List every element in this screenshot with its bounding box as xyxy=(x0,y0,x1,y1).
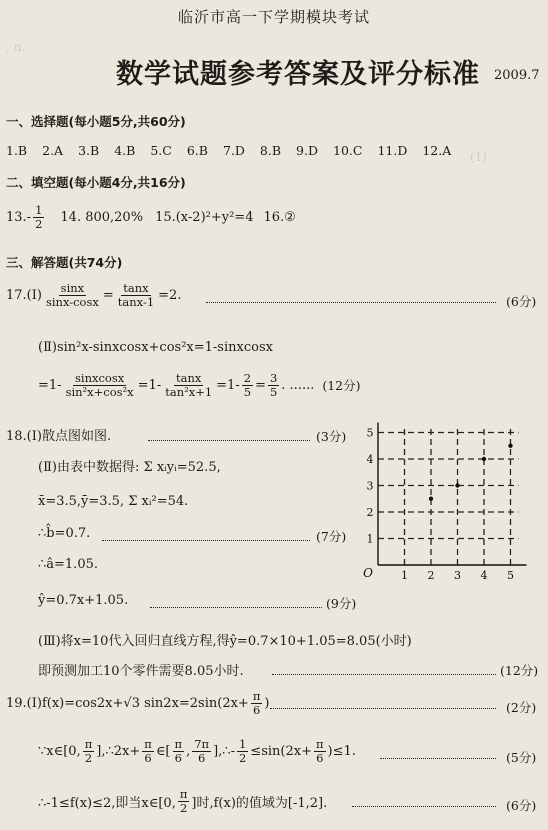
q18-score-2: (7分) xyxy=(316,529,347,544)
derivation-text: = xyxy=(255,377,266,393)
q19-score-2: (5分) xyxy=(506,750,537,765)
q19-formula: 19.(Ⅰ)f(x)=cos2x+√3 sin2x=2sin(2x+ xyxy=(6,695,249,711)
fraction-numerator: sinx xyxy=(60,281,85,295)
fraction-numerator: tanx xyxy=(176,371,202,385)
q19-text: ],∴2x+ xyxy=(96,743,141,759)
fill-answers-row xyxy=(6,204,296,230)
fraction-denominator: sin²x+cos²x xyxy=(65,384,134,399)
q17-score-1: (6分) xyxy=(506,294,537,309)
exam-date: 2009.7 xyxy=(494,68,540,83)
fraction xyxy=(163,372,214,398)
data-point xyxy=(455,483,459,487)
x-tick-label: 1 xyxy=(401,569,408,582)
fraction-denominator: sinx-cosx xyxy=(45,294,99,309)
choice-answers-row xyxy=(6,143,451,158)
q18-part2-line1 xyxy=(38,456,221,475)
fraction-numerator: π xyxy=(174,737,183,751)
choice-answer-10: 10.C xyxy=(333,143,363,158)
q18-regression-line: ŷ=0.7x+1.05. xyxy=(38,593,129,608)
q18-sum-xy: Σ xᵢyᵢ=52.5, xyxy=(143,460,221,475)
q18-means: x̄=3.5,ȳ=3.5, xyxy=(38,494,125,509)
q18-score-4: (12分) xyxy=(500,663,539,678)
data-point xyxy=(482,457,486,461)
fraction-denominator: 2 xyxy=(238,750,247,765)
fraction-numerator: π xyxy=(315,737,324,751)
q14-answer: 14. 800,20% xyxy=(60,209,144,225)
q19-text: ∴-1≤f(x)≤2,即当x∈[0, xyxy=(38,795,176,811)
fraction xyxy=(83,738,95,764)
scatter-plot xyxy=(356,400,536,585)
q17-fraction-2 xyxy=(116,282,156,308)
dot-leader xyxy=(150,607,322,608)
choice-answer-12: 12.A xyxy=(422,143,452,158)
y-tick-label: 5 xyxy=(366,426,374,440)
fraction-numerator: 7π xyxy=(194,737,210,751)
y-tick-label: 1 xyxy=(366,532,374,546)
choice-answer-4: 4.B xyxy=(114,143,136,158)
fraction-numerator: 2 xyxy=(243,371,252,385)
x-tick-label: 4 xyxy=(480,569,488,582)
fraction-denominator: 6 xyxy=(174,750,182,765)
fraction xyxy=(192,738,211,764)
dot-leader xyxy=(352,806,496,807)
section-solution-heading: 三、解答题(共74分) xyxy=(6,255,123,270)
choice-answer-3: 3.B xyxy=(78,143,100,158)
fraction xyxy=(178,788,190,814)
q17-score-2: (12分) xyxy=(322,378,361,394)
q13-fraction xyxy=(33,204,44,230)
q17-label: 17.(Ⅰ) xyxy=(6,287,42,303)
q15-answer: 15.(x-2)²+y²=4 xyxy=(155,209,254,225)
fraction xyxy=(268,372,279,398)
section-fill-heading: 二、填空题(每小题4分,共16分) xyxy=(6,175,186,190)
q18-score-3: (9分) xyxy=(326,596,357,611)
fraction xyxy=(242,372,253,398)
q19-text: ∈[ xyxy=(155,743,171,759)
fraction-denominator: 5 xyxy=(269,384,278,399)
q17-part2: (Ⅱ)sin²x-sinxcosx+cos²x=1-sinxcosx xyxy=(38,340,273,355)
choice-answer-5: 5.C xyxy=(150,143,172,158)
choice-answer-2: 2.A xyxy=(42,143,64,158)
fraction-numerator: 3 xyxy=(269,371,278,385)
fraction-denominator: tanx-1 xyxy=(117,294,155,309)
q19-text: ∵x∈[0, xyxy=(38,743,81,759)
fraction-numerator: π xyxy=(84,737,93,751)
y-tick-label: 4 xyxy=(366,453,374,466)
q19-score-1: (2分) xyxy=(506,700,537,715)
dot-leader xyxy=(272,674,496,675)
derivation-text: . ...... xyxy=(281,377,315,393)
fraction-denominator: 5 xyxy=(243,384,252,399)
derivation-text: =1- xyxy=(137,377,162,393)
y-tick-label: 2 xyxy=(366,506,374,519)
q19-text: ≤sin(2x+ xyxy=(250,743,312,759)
fraction xyxy=(173,738,185,764)
q13-denominator: 2 xyxy=(35,216,43,231)
x-tick-label: 3 xyxy=(454,569,461,582)
q18-part1: 18.(Ⅰ)散点图如图. xyxy=(6,429,112,444)
origin-label: O xyxy=(363,566,373,580)
fraction-denominator: 6 xyxy=(144,750,152,765)
derivation-text: =1- xyxy=(38,377,62,393)
fraction-numerator: π xyxy=(179,787,188,801)
equals-sign: = xyxy=(102,287,114,303)
fraction-denominator: 6 xyxy=(316,750,324,765)
q19-score-3: (6分) xyxy=(506,798,537,813)
fraction-denominator: 6 xyxy=(252,702,261,717)
dot-leader xyxy=(380,758,496,759)
q17-part2-derivation xyxy=(38,372,361,398)
section-choice-heading: 一、选择题(每小题5分,共60分) xyxy=(6,114,186,129)
q18-intercept: ∴â=1.05. xyxy=(38,557,98,572)
choice-answer-8: 8.B xyxy=(259,143,282,158)
dot-leader xyxy=(102,540,310,541)
fraction-denominator: 6 xyxy=(197,750,206,765)
q17-part1 xyxy=(6,282,181,308)
q19-part1-range xyxy=(38,738,356,764)
q19-text: ]时,f(x)的值域为[-1,2]. xyxy=(191,795,328,811)
q17-fraction-1 xyxy=(44,282,101,308)
fraction-numerator: π xyxy=(252,689,261,703)
q18-score-1: (3分) xyxy=(316,429,347,444)
q18-part2-line2 xyxy=(38,494,188,509)
page-title: 数学试题参考答案及评分标准 xyxy=(116,59,480,90)
q13-label: 13.- xyxy=(6,209,32,225)
fraction xyxy=(314,738,326,764)
choice-answer-6: 6.B xyxy=(186,143,208,158)
result-text: =2. xyxy=(158,287,182,303)
q19-text: )≤1. xyxy=(327,743,356,759)
x-tick-label: 2 xyxy=(427,569,435,582)
q19-part1 xyxy=(6,690,269,716)
fraction-denominator: 2 xyxy=(179,800,188,815)
q18-text: (Ⅱ)由表中数据得: xyxy=(38,460,140,475)
choice-answer-7: 7.D xyxy=(222,143,245,158)
exam-header-title: 临沂市高一下学期模块考试 xyxy=(177,8,370,26)
y-tick-label: 3 xyxy=(366,479,374,493)
q18-slope: ∴b̂=0.7. xyxy=(38,526,91,541)
data-point xyxy=(429,497,433,501)
q18-sum-x2: Σ xᵢ²=54. xyxy=(128,494,189,509)
dot-leader xyxy=(148,440,310,441)
fraction xyxy=(237,738,248,764)
q16-answer: 16.② xyxy=(263,209,296,225)
fraction-numerator: sinxcosx xyxy=(74,371,125,385)
choice-answer-1: 1.B xyxy=(6,143,28,158)
q19-formula-close: ) xyxy=(264,695,270,711)
fraction-denominator: tan²x+1 xyxy=(165,384,213,399)
q19-text: , xyxy=(186,743,191,759)
bleed-through-text: , n. xyxy=(6,40,26,54)
q13-numerator: 1 xyxy=(35,203,43,217)
q19-value-range xyxy=(38,788,327,814)
dot-leader xyxy=(270,708,496,709)
fraction-numerator: π xyxy=(144,737,152,751)
fraction-denominator: 2 xyxy=(84,750,93,765)
x-tick-label: 5 xyxy=(507,569,514,582)
choice-answer-9: 9.D xyxy=(296,143,318,158)
q18-conclusion: 即预测加工10个零件需要8.05小时. xyxy=(38,664,244,679)
derivation-text: =1- xyxy=(216,377,240,393)
choice-answer-11: 11.D xyxy=(377,143,408,158)
fraction xyxy=(64,372,136,398)
fraction xyxy=(251,690,263,716)
bleed-through-text: (1) xyxy=(470,150,487,164)
dot-leader xyxy=(206,302,496,303)
fraction xyxy=(142,738,154,764)
q19-text: ],∴- xyxy=(213,743,235,759)
fraction-numerator: tanx xyxy=(123,281,149,295)
q18-part3: (Ⅲ)将x=10代入回归直线方程,得ŷ=0.7×10+1.05=8.05(小时) xyxy=(38,634,412,649)
data-point xyxy=(508,444,512,448)
fraction-numerator: 1 xyxy=(238,737,247,751)
